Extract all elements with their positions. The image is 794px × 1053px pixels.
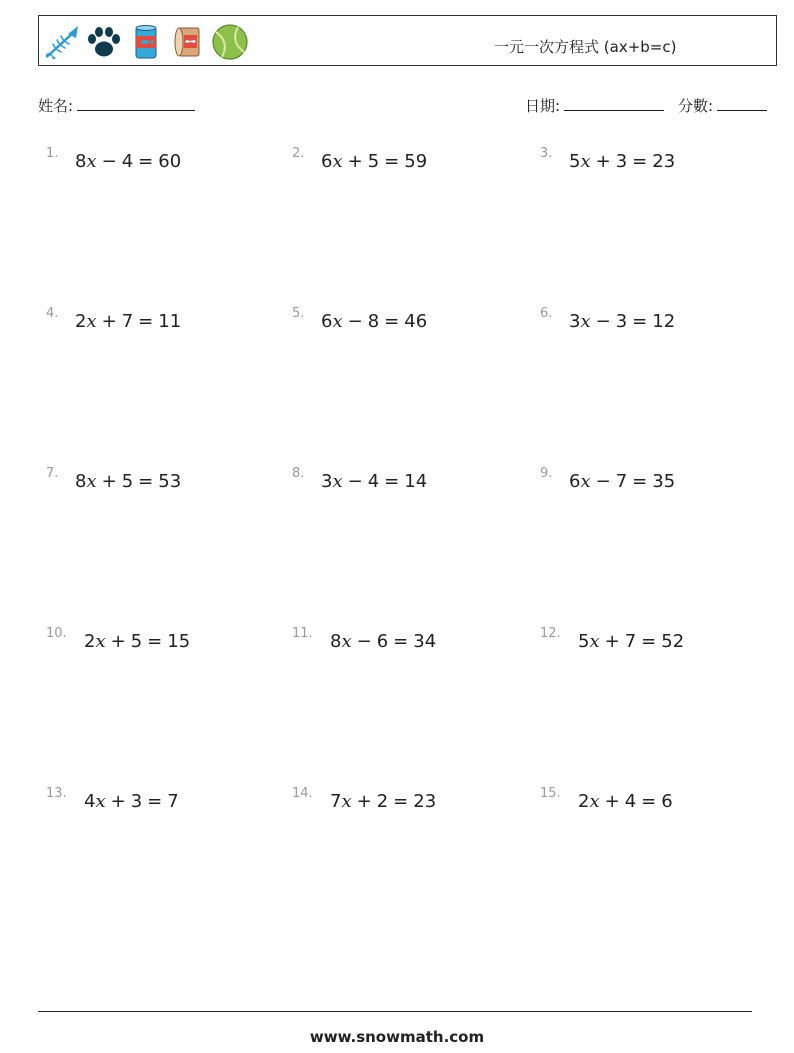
name-label: 姓名: xyxy=(38,97,74,115)
footer-divider xyxy=(38,1011,752,1012)
equation-constant: 4 xyxy=(624,791,637,812)
equation-equals-sign: = xyxy=(632,311,648,332)
equation-coef: 3 xyxy=(321,471,333,492)
footer-url: www.snowmath.com xyxy=(309,1028,485,1046)
equation-constant: 5 xyxy=(121,471,134,492)
equation-equals-sign: = xyxy=(138,311,154,332)
equation xyxy=(321,311,427,332)
equation-coef: 6 xyxy=(321,151,333,172)
fishbone-icon xyxy=(42,22,82,62)
worksheet-title: 一元一次方程式 (ax+b=c) xyxy=(494,38,677,56)
equation-operator: + xyxy=(356,791,372,812)
equation-operator: + xyxy=(110,631,126,652)
date-field[interactable] xyxy=(525,95,664,116)
name-blank[interactable] xyxy=(77,96,195,111)
tennis-ball-icon xyxy=(210,22,250,62)
equation-coef: 5 xyxy=(578,631,590,652)
equation-coef: 5 xyxy=(569,151,581,172)
equation xyxy=(84,791,179,812)
equation-operator: − xyxy=(356,631,372,652)
equation-result: 34 xyxy=(413,631,437,652)
equation-equals-sign: = xyxy=(384,471,400,492)
equation xyxy=(578,631,684,652)
equation-constant: 8 xyxy=(367,311,380,332)
equation-result: 23 xyxy=(652,151,676,172)
equation-constant: 4 xyxy=(367,471,380,492)
equation-operator: − xyxy=(595,471,611,492)
equation-variable: x xyxy=(86,311,97,332)
equation xyxy=(330,631,436,652)
equation-constant: 3 xyxy=(615,311,628,332)
equation-variable: x xyxy=(332,471,343,492)
equation-variable: x xyxy=(341,791,352,812)
equation-operator: − xyxy=(595,311,611,332)
equation-constant: 2 xyxy=(376,791,389,812)
equation-coef: 7 xyxy=(330,791,342,812)
equation-constant: 7 xyxy=(624,631,637,652)
icon-strip xyxy=(42,22,250,62)
equation xyxy=(75,311,181,332)
equation xyxy=(75,151,181,172)
equation-variable: x xyxy=(580,151,591,172)
equation-result: 12 xyxy=(652,311,676,332)
equation-result: 46 xyxy=(404,311,428,332)
date-label: 日期: xyxy=(525,97,561,115)
equation-constant: 3 xyxy=(615,151,628,172)
problem-number: 11. xyxy=(292,626,313,641)
equation-result: 53 xyxy=(158,471,182,492)
equation-equals-sign: = xyxy=(393,791,409,812)
equation-coef: 4 xyxy=(84,791,96,812)
equation xyxy=(321,471,427,492)
equation xyxy=(569,151,675,172)
equation-result: 7 xyxy=(167,791,179,812)
problem-number: 2. xyxy=(292,146,305,161)
equation-equals-sign: = xyxy=(632,471,648,492)
equation-variable: x xyxy=(332,151,343,172)
equation-equals-sign: = xyxy=(147,791,163,812)
equation-variable: x xyxy=(341,631,352,652)
equation-equals-sign: = xyxy=(384,151,400,172)
equation-variable: x xyxy=(580,311,591,332)
equation-coef: 8 xyxy=(75,151,87,172)
problem-number: 1. xyxy=(46,146,59,161)
equation-equals-sign: = xyxy=(641,631,657,652)
equation-operator: + xyxy=(101,471,117,492)
problem-number: 15. xyxy=(540,786,561,801)
date-blank[interactable] xyxy=(564,96,664,111)
score-field[interactable] xyxy=(678,95,767,116)
equation-operator: − xyxy=(101,151,117,172)
equation-result: 23 xyxy=(413,791,437,812)
problem-number: 12. xyxy=(540,626,561,641)
equation-variable: x xyxy=(86,471,97,492)
problem-number: 5. xyxy=(292,306,305,321)
equation-operator: + xyxy=(110,791,126,812)
equation xyxy=(578,791,673,812)
equation-result: 11 xyxy=(158,311,182,332)
equation-coef: 2 xyxy=(84,631,96,652)
problem-number: 14. xyxy=(292,786,313,801)
equation-variable: x xyxy=(95,791,106,812)
equation-variable: x xyxy=(332,311,343,332)
equation-result: 35 xyxy=(652,471,676,492)
equation-variable: x xyxy=(95,631,106,652)
equation-variable: x xyxy=(589,791,600,812)
equation-result: 14 xyxy=(404,471,428,492)
equation-constant: 4 xyxy=(121,151,134,172)
equation-equals-sign: = xyxy=(393,631,409,652)
equation xyxy=(84,631,190,652)
equation-equals-sign: = xyxy=(641,791,657,812)
equation-result: 15 xyxy=(167,631,191,652)
problem-number: 3. xyxy=(540,146,553,161)
equation-variable: x xyxy=(86,151,97,172)
equation xyxy=(75,471,181,492)
equation-constant: 5 xyxy=(130,631,143,652)
equation-equals-sign: = xyxy=(138,151,154,172)
equation-operator: + xyxy=(595,151,611,172)
equation-constant: 7 xyxy=(615,471,628,492)
equation-equals-sign: = xyxy=(384,311,400,332)
equation-coef: 8 xyxy=(75,471,87,492)
equation-coef: 6 xyxy=(569,471,581,492)
equation-equals-sign: = xyxy=(632,151,648,172)
problem-number: 7. xyxy=(46,466,59,481)
equation xyxy=(321,151,427,172)
problem-number: 9. xyxy=(540,466,553,481)
problem-number: 4. xyxy=(46,306,59,321)
equation-result: 6 xyxy=(661,791,673,812)
equation-result: 52 xyxy=(661,631,685,652)
name-field[interactable] xyxy=(38,95,195,116)
equation-operator: + xyxy=(347,151,363,172)
worksheet-header xyxy=(38,15,777,66)
problem-number: 6. xyxy=(540,306,553,321)
equation-result: 59 xyxy=(404,151,428,172)
problem-number: 10. xyxy=(46,626,67,641)
equation-equals-sign: = xyxy=(147,631,163,652)
score-label: 分數: xyxy=(678,97,714,115)
equation-equals-sign: = xyxy=(138,471,154,492)
equation-result: 60 xyxy=(158,151,182,172)
equation-coef: 2 xyxy=(75,311,87,332)
equation-operator: + xyxy=(101,311,117,332)
equation-coef: 8 xyxy=(330,631,342,652)
equation-operator: + xyxy=(604,631,620,652)
tin-can-icon xyxy=(126,22,166,62)
problem-number: 8. xyxy=(292,466,305,481)
equation-operator: − xyxy=(347,311,363,332)
equation-constant: 6 xyxy=(376,631,389,652)
equation-constant: 5 xyxy=(367,151,380,172)
tape-roll-icon xyxy=(168,22,208,62)
equation xyxy=(569,471,675,492)
problem-number: 13. xyxy=(46,786,67,801)
equation-variable: x xyxy=(580,471,591,492)
paw-print-icon xyxy=(84,22,124,62)
equation-variable: x xyxy=(589,631,600,652)
equation-coef: 6 xyxy=(321,311,333,332)
equation-constant: 3 xyxy=(130,791,143,812)
equation-coef: 3 xyxy=(569,311,581,332)
equation xyxy=(569,311,675,332)
score-blank[interactable] xyxy=(717,96,767,111)
equation-operator: − xyxy=(347,471,363,492)
equation-constant: 7 xyxy=(121,311,134,332)
equation-coef: 2 xyxy=(578,791,590,812)
equation-operator: + xyxy=(604,791,620,812)
equation xyxy=(330,791,436,812)
